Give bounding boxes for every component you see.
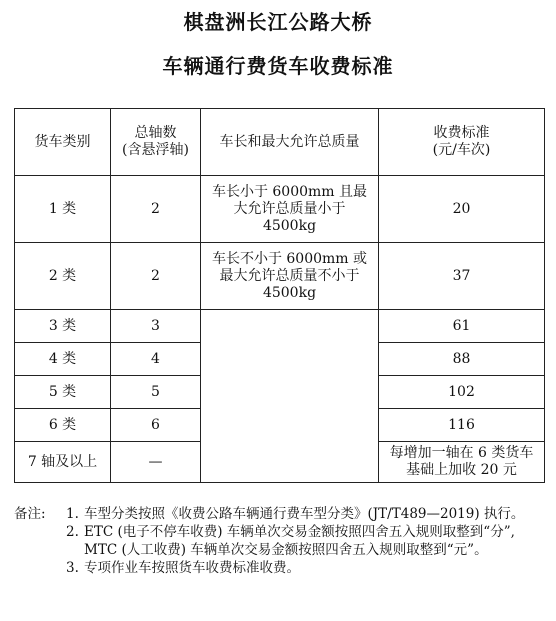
cell-class: 1 类: [15, 176, 111, 243]
cell-axles: —: [111, 442, 201, 483]
cell-axles: 2: [111, 176, 201, 243]
cell-axles: 2: [111, 243, 201, 310]
note-item: [14, 505, 544, 523]
page-title: 棋盘洲长江公路大桥: [183, 10, 373, 34]
note-text: 专项作业车按照货车收费标准收费。: [84, 560, 300, 576]
note-text: 车型分类按照《收费公路车辆通行费车型分类》(JT/T489—2019) 执行。: [84, 506, 525, 522]
cell-fee: 116: [379, 409, 545, 442]
cell-class: 7 轴及以上: [15, 442, 111, 483]
cell-class: 3 类: [15, 310, 111, 343]
table-header-row: [15, 109, 545, 176]
cell-spec: 车长不小于 6000mm 或最大允许总质量不小于 4500kg: [201, 243, 379, 310]
cell-class: 2 类: [15, 243, 111, 310]
fee-table: [14, 108, 545, 483]
cell-axles: 5: [111, 376, 201, 409]
note-item: [14, 559, 544, 577]
note-number: 3.: [66, 560, 79, 576]
note-number: 2.: [66, 524, 79, 540]
note-item: [14, 523, 544, 559]
cell-axles: 6: [111, 409, 201, 442]
table-row: [15, 243, 545, 310]
page-subtitle: 车辆通行费货车收费标准: [162, 54, 394, 78]
cell-fee: 20: [379, 176, 545, 243]
header-class: 货车类别: [15, 109, 111, 176]
cell-class: 5 类: [15, 376, 111, 409]
cell-class: 6 类: [15, 409, 111, 442]
cell-fee: 每增加一轴在 6 类货车基础上加收 20 元: [379, 442, 545, 483]
cell-spec-empty: [201, 310, 379, 483]
cell-spec: 车长小于 6000mm 且最大允许总质量小于 4500kg: [201, 176, 379, 243]
notes-section: [14, 505, 544, 577]
header-fee: 收费标准 (元/车次): [379, 109, 545, 176]
header-axles: 总轴数 (含悬浮轴): [111, 109, 201, 176]
note-text: ETC (电子不停车收费) 车辆单次交易金额按照四舍五入规则取整到“分”, MTC (人工收费) 车辆单次交易金额按照四舍五入规则取整到“元”。: [84, 524, 515, 558]
cell-fee: 37: [379, 243, 545, 310]
cell-fee: 102: [379, 376, 545, 409]
notes-label: 备注:: [14, 506, 46, 522]
header-spec: 车长和最大允许总质量: [201, 109, 379, 176]
cell-axles: 4: [111, 343, 201, 376]
table-row: [15, 176, 545, 243]
note-number: 1.: [66, 506, 79, 522]
cell-fee: 61: [379, 310, 545, 343]
cell-class: 4 类: [15, 343, 111, 376]
table-row: [15, 310, 545, 343]
cell-fee: 88: [379, 343, 545, 376]
cell-axles: 3: [111, 310, 201, 343]
